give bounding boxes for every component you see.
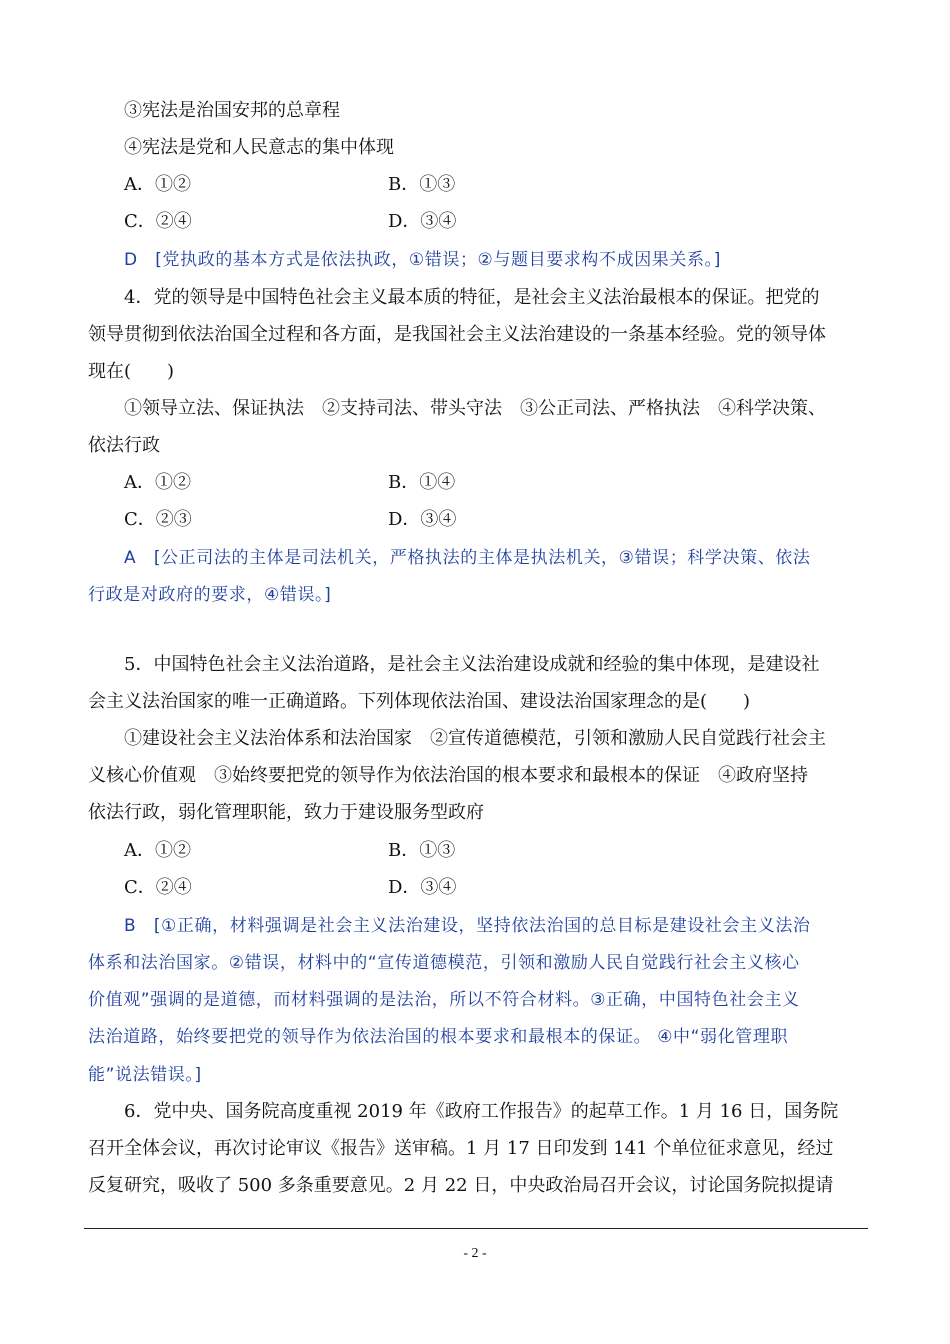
q4-answer-line-2: 行政是对政府的要求，④错误。] (88, 585, 332, 605)
q4-option-b: B．①④ (388, 472, 456, 493)
q5-answer-line-1: B [①正确，材料强调是社会主义法治建设，坚持依法治国的总目标是建设社会主义法治 (124, 916, 811, 936)
q6-stem-line-3: 反复研究，吸收了 500 多条重要意见。2 月 22 日，中央政治局召开会议，讨论国务院拟提请 (88, 1175, 834, 1196)
q3-answer: D [党执政的基本方式是依法执政，①错误；②与题目要求构不成因果关系。] (124, 250, 721, 270)
page-number: - 2 - (463, 1246, 487, 1261)
q4-option-a: A．①② (124, 472, 191, 493)
q4-answer-line-1: A [公正司法的主体是司法机关，严格执法的主体是执法机关，③错误；科学决策、依法 (124, 548, 811, 568)
q3-item-4: ④宪法是党和人民意志的集中体现 (124, 137, 394, 158)
q3-option-b: B．①③ (388, 174, 456, 195)
q5-answer-line-3: 价值观”强调的是道德，而材料强调的是法治，所以不符合材料。③正确，中国特色社会主义 (88, 990, 800, 1010)
q5-answer-line-5: 能”说法错误。] (88, 1065, 202, 1085)
q5-stem-line-1: 5．中国特色社会主义法治道路，是社会主义法治建设成就和经验的集中体现，是建设社 (124, 654, 820, 675)
q3-option-d: D．③④ (388, 211, 457, 232)
q6-stem-line-2: 召开全体会议，再次讨论审议《报告》送审稿。1 月 17 日印发到 141 个单位征求意见，经过 (88, 1138, 834, 1159)
q3-item-3: ③宪法是治国安邦的总章程 (124, 100, 340, 121)
q4-stem-line-1: 4．党的领导是中国特色社会主义最本质的特征，是社会主义法治最根本的保证。把党的 (124, 287, 820, 308)
q3-option-a: A．①② (124, 174, 191, 195)
q5-items-line-2: 义核心价值观 ③始终要把党的领导作为依法治国的根本要求和最根本的保证 ④政府坚持 (88, 765, 808, 786)
q5-option-b: B．①③ (388, 840, 456, 861)
q4-option-d: D．③④ (388, 509, 457, 530)
q5-items-line-3: 依法行政，弱化管理职能，致力于建设服务型政府 (88, 802, 484, 823)
q5-stem-line-2: 会主义法治国家的唯一正确道路。下列体现依法治国、建设法治国家理念的是( ) (88, 691, 751, 712)
q5-answer-line-2: 体系和法治国家。②错误，材料中的“宣传道德模范，引领和激励人民自觉践行社会主义核心 (88, 953, 800, 973)
q4-stem-line-3: 现在( ) (88, 361, 175, 382)
q5-option-d: D．③④ (388, 877, 457, 898)
q6-stem-line-1: 6．党中央、国务院高度重视 2019 年《政府工作报告》的起草工作。1 月 16 日，国务院 (124, 1101, 839, 1122)
q3-option-c: C．②④ (124, 211, 192, 232)
q5-option-c: C．②④ (124, 877, 192, 898)
q5-items-line-1: ①建设社会主义法治体系和法治国家 ②宣传道德模范，引领和激励人民自觉践行社会主 (124, 728, 826, 749)
q4-option-c: C．②③ (124, 509, 192, 530)
q4-items-line-2: 依法行政 (88, 435, 160, 456)
footer-divider (84, 1228, 868, 1229)
q4-items-line-1: ①领导立法、保证执法 ②支持司法、带头守法 ③公正司法、严格执法 ④科学决策、 (124, 398, 826, 419)
q5-answer-line-4: 法治道路，始终要把党的领导作为依法治国的根本要求和最根本的保证。 ④中“弱化管理职 (88, 1027, 789, 1047)
q5-option-a: A．①② (124, 840, 191, 861)
q4-stem-line-2: 领导贯彻到依法治国全过程和各方面，是我国社会主义法治建设的一条基本经验。党的领导体 (88, 324, 826, 345)
